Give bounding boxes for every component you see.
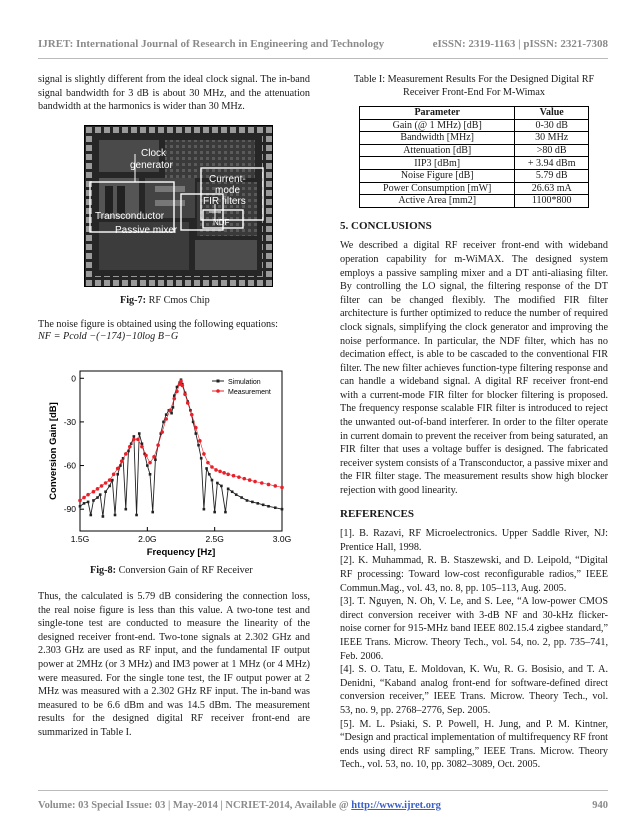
measurement-point xyxy=(108,478,112,482)
measurement-point xyxy=(96,487,100,491)
measurement-point xyxy=(267,483,271,487)
simulation-point xyxy=(208,473,211,476)
simulation-point xyxy=(135,514,138,517)
reference-item: [1]. B. Razavi, RF Microelectronics. Upper Saddle River, NJ: Prentice Hall, 1998. xyxy=(340,528,608,553)
noise-equation: NF = Pcold −(−174)−10log B−G xyxy=(38,331,179,342)
table-cell-parameter: IIP3 [dBm] xyxy=(360,157,515,170)
left-paragraph-3: Thus, the calculated is 5.79 dB considering the connection loss, the real noise figure is less than this value. A two-tone test and single-tone test are conducted to measure the linearity of the designed receiver front-end. Two-tone signals at 2.302 GHz and 2.303 GHz are used as RF input, and the fundamental IF output power at 2MHz (or 3 MHz) and IM3 power at 1 MHz (or 4 MHz) were measured. For the single tone test, the IF output power at 2 MHz was measured with a 2.302 GHz RF input. The in-band was measured to be 6.6 dBm and was 14.5 dBm. The measurement results for the designed digital RF receiver front-end are summarized in Table I. xyxy=(38,591,310,738)
simulation-point xyxy=(213,511,216,514)
simulation-point xyxy=(246,499,249,502)
label-ndf: NDF xyxy=(213,218,230,227)
simulation-point xyxy=(211,479,214,482)
page-header xyxy=(38,38,608,50)
left-column xyxy=(38,73,310,114)
simulation-point xyxy=(102,515,105,518)
label-clock: Clock xyxy=(141,148,167,159)
measurement-point xyxy=(226,472,230,476)
simulation-point xyxy=(87,501,90,504)
measurement-point xyxy=(179,379,183,383)
references-list xyxy=(340,527,608,772)
measurement-point xyxy=(175,390,179,394)
simulation-point xyxy=(154,458,157,461)
measurement-point xyxy=(160,430,164,434)
results-table xyxy=(359,106,589,208)
reference-item: [5]. M. L. Psiaki, S. P. Powell, H. Jung, and P. M. Kintner, “Design and practical implementation of multifrequency RF front ends using direct RF sampling,” IEEE Trans. Microw. Theory Tech., vol. 53, no. 10, pp. 3082–3089, Oct. 2005. xyxy=(340,718,608,771)
table-cell-parameter: Power Consumption [mW] xyxy=(360,182,515,195)
fig8-caption xyxy=(90,565,253,576)
y-tick-label: 0 xyxy=(71,373,76,384)
measurement-point xyxy=(112,472,116,476)
measurement-point xyxy=(78,499,82,503)
issn: eISSN: 2319-1163 | pISSN: 2321-7308 xyxy=(432,38,608,50)
measurement-point xyxy=(92,490,96,494)
chip-photo xyxy=(84,125,273,287)
label-mode: mode xyxy=(215,185,241,196)
measurement-point xyxy=(128,445,132,449)
simulation-point xyxy=(240,496,243,499)
measurement-point xyxy=(222,471,226,475)
legend-measurement-marker xyxy=(216,389,220,393)
x-tick-label: 2.5G xyxy=(205,534,224,544)
simulation-point xyxy=(256,502,259,505)
simulation-point xyxy=(83,502,86,505)
x-tick-label: 3.0G xyxy=(272,534,292,544)
simulation-point xyxy=(200,457,203,460)
table-row xyxy=(360,182,589,195)
table-cell-parameter: Bandwidth [MHz] xyxy=(360,132,515,145)
reference-item: [4]. S. O. Tatu, E. Moldovan, K. Wu, R. G. Bosisio, and T. A. Denidni, “Kaband analog front-end for software-defined direct conversion receiver,” IEEE Trans. Microw. Theory Tech., vol. 53, no. 9, pp. 2768–2776, Sep. 2005. xyxy=(340,664,608,716)
simulation-point xyxy=(267,505,270,508)
measurement-point xyxy=(132,438,136,442)
table-cell-value: 30 MHz xyxy=(515,132,589,145)
fig7-caption xyxy=(120,295,210,306)
legend-simulation-label: Simulation xyxy=(228,379,261,386)
measurement-point xyxy=(124,452,128,456)
table-row xyxy=(360,132,589,145)
simulation-point xyxy=(176,386,179,389)
measurement-point xyxy=(253,480,257,484)
left-paragraph-2: The noise figure is obtained using the following equations: xyxy=(38,319,278,330)
simulation-point xyxy=(227,488,230,491)
table-header-parameter: Parameter xyxy=(360,107,515,120)
simulation-point xyxy=(104,490,107,493)
left-paragraph-2-wrap xyxy=(38,318,310,332)
measurement-point xyxy=(273,484,277,488)
simulation-point xyxy=(216,482,219,485)
measurement-point xyxy=(194,426,198,430)
measurement-point xyxy=(136,438,140,442)
measurement-point xyxy=(144,454,148,458)
table-cell-parameter: Noise Figure [dB] xyxy=(360,169,515,182)
simulation-point xyxy=(220,485,223,488)
y-axis-label: Conversion Gain [dB] xyxy=(48,402,59,500)
table-cell-parameter: Attenuation [dB] xyxy=(360,144,515,157)
simulation-point xyxy=(114,514,117,517)
page-number: 940 xyxy=(592,800,608,811)
measurement-point xyxy=(237,475,241,479)
simulation-point xyxy=(172,406,175,409)
chip-image xyxy=(85,126,272,286)
measurement-point xyxy=(181,384,185,388)
x-tick-label: 2.0G xyxy=(138,534,157,544)
label-generator: generator xyxy=(130,160,173,171)
table-title: Table I: Measurement Results For the Designed Digital RF Receiver Front-End For M-Wimax xyxy=(353,74,595,98)
journal-title: IJRET: International Journal of Research in Engineering and Technology xyxy=(38,38,385,50)
simulation-point xyxy=(231,490,234,493)
reference-item: [2]. K. Muhammad, R. B. Staszewski, and D. Leipold, “Digital RF processing: Toward low-cost reconfigurable radios,” IEEE Commun.Mag., vol. 43, no. 8, pp. 105–113, Aug. 2005. xyxy=(340,555,608,594)
simulation-point xyxy=(274,506,277,509)
simulation-point xyxy=(281,508,284,511)
y-tick-label: -60 xyxy=(63,460,76,471)
conversion-gain-chart xyxy=(44,363,294,558)
label-current: Current- xyxy=(209,174,246,185)
table-row xyxy=(360,157,589,170)
table-row xyxy=(360,144,589,157)
simulation-point xyxy=(235,493,238,496)
measurement-point xyxy=(242,477,246,481)
y-tick-label: -90 xyxy=(63,504,76,515)
table-cell-value: 0-30 dB xyxy=(515,119,589,132)
simulation-point xyxy=(151,511,154,514)
measurement-point xyxy=(164,417,168,421)
measurement-point xyxy=(210,465,214,469)
simulation-point xyxy=(99,493,102,496)
footer-rule xyxy=(38,790,608,791)
simulation-point xyxy=(96,496,99,499)
simulation-point xyxy=(124,508,127,511)
y-tick-label: -30 xyxy=(63,416,76,427)
x-tick-label: 1.5G xyxy=(70,534,90,544)
simulation-point xyxy=(165,413,168,416)
measurement-point xyxy=(100,484,104,488)
simulation-point xyxy=(146,464,149,467)
simulation-point xyxy=(138,432,141,435)
simulation-point xyxy=(262,504,265,507)
conclusions-heading: 5. CONCLUSIONS xyxy=(340,219,432,232)
measurement-point xyxy=(104,481,108,485)
table-cell-value: 26.63 mA xyxy=(515,182,589,195)
simulation-point xyxy=(205,467,208,470)
measurement-point xyxy=(198,439,202,443)
left-paragraph-1: signal is slightly different from the ideal clock signal. The in-band signal bandwidth for 3 dB is about 30 MHz, and the attenuation bandwidth at the harmonics is wider than 30 MHz. xyxy=(38,74,310,113)
measurement-point xyxy=(140,445,144,449)
table-cell-parameter: Active Area [mm2] xyxy=(360,195,515,208)
simulation-point xyxy=(116,473,119,476)
measurement-point xyxy=(82,496,86,500)
measurement-point xyxy=(120,459,124,463)
measurement-point xyxy=(172,397,176,401)
page-footer xyxy=(38,800,608,811)
simulation-point xyxy=(197,444,200,447)
footer-info xyxy=(38,800,441,811)
right-column xyxy=(340,73,608,772)
simulation-point xyxy=(224,511,227,514)
measurement-point xyxy=(190,413,194,417)
references-heading: REFERENCES xyxy=(340,507,414,520)
table-cell-value: + 3.94 dBm xyxy=(515,157,589,170)
measurement-point xyxy=(232,474,236,478)
chart-svg xyxy=(44,363,294,558)
measurement-point xyxy=(183,392,187,396)
conclusions-text: We described a digital RF receiver front-end with wideband operation capability for m-WiMAX. The designed system employs a passive sampling mixer and a DT anti-aliasing filter. By controlling the LO signal, the filtering response of the DT filter can be changed flexibly. The modified FIR filter architecture is further optimized to reduce the number of required clock signals, simplifying the clock generator and improving the noise performance. In particular, the NDF filter, which has no decimation effect, is able to be cascaded to the conventional FIR filter. The new filter achieves function-type filtering response and can handle a wideband signal. A digital RF receiver front-end with a current-mode FIR filter for blocker filtering is proposed. The frequency response scalable FIR filter is introduced to reject the unwanted out-of-band interferer. In order to the filter operate in current domain to prevent the receiver from being saturated, an FIR filter that uses a voltage buffer is designed. The fabricated receiver system consists of a Transconductor, a passive mixer and the FIR filter stage. The measurement results show high blocker rejection with good linearity. xyxy=(340,240,608,497)
left-paragraph-3-wrap xyxy=(38,590,310,740)
simulation-point xyxy=(251,501,254,504)
simulation-point xyxy=(92,499,95,502)
reference-item: [3]. T. Nguyen, N. Oh, V. Le, and S. Lee, “A low-power CMOS direct conversion receiver with 3-dB NF and 30-kHz flicker-noise corner for 915-MHz band IEEE 802.15.4 zigbee standard,” IEEE Trans. Microw. Theory Tech., vol. 54, no. 2, pp. 735–741, Feb. 2006. xyxy=(340,596,608,662)
journal-link[interactable]: http://www.ijret.org xyxy=(351,800,441,811)
simulation-point xyxy=(170,412,173,415)
label-mixer: Passive mixer xyxy=(115,225,178,236)
measurement-point xyxy=(186,401,190,405)
footer-text: Volume: 03 Special Issue: 03 | May-2014 | NCRIET-2014, Available @ xyxy=(38,800,352,811)
measurement-point xyxy=(214,468,218,472)
header-rule xyxy=(38,58,608,59)
table-row xyxy=(360,195,589,208)
legend-simulation-marker xyxy=(217,380,220,383)
measurement-point xyxy=(248,478,252,482)
simulation-point xyxy=(195,432,198,435)
simulation-point xyxy=(133,435,136,438)
table-row xyxy=(360,169,589,182)
simulation-point xyxy=(162,421,165,424)
fig8-text: Conversion Gain of RF Receiver xyxy=(116,565,253,576)
table-cell-value: 5.79 dB xyxy=(515,169,589,182)
fig7-text: RF Cmos Chip xyxy=(146,295,210,306)
simulation-point xyxy=(149,473,152,476)
table-cell-value: >80 dB xyxy=(515,144,589,157)
legend-measurement-label: Measurement xyxy=(228,389,271,396)
measurement-point xyxy=(168,408,172,412)
table-header-row xyxy=(360,107,589,120)
measurement-point xyxy=(148,461,152,465)
measurement-point xyxy=(218,470,222,474)
simulation-point xyxy=(89,514,92,517)
simulation-point xyxy=(203,508,206,511)
fig7-label: Fig-7: xyxy=(120,295,147,306)
measurement-point xyxy=(280,486,284,490)
label-transconductor: Transconductor xyxy=(95,211,165,222)
simulation-point xyxy=(79,505,82,508)
label-fir: FIR filters xyxy=(203,196,246,207)
table-cell-value: 1100*800 xyxy=(515,195,589,208)
measurement-point xyxy=(206,461,210,465)
measurement-point xyxy=(260,481,264,485)
measurement-point xyxy=(86,493,90,497)
table-header-value: Value xyxy=(515,107,589,120)
simulation-point xyxy=(108,485,111,488)
x-axis-label: Frequency [Hz] xyxy=(146,547,216,558)
measurement-point xyxy=(116,467,120,471)
measurement-point xyxy=(202,452,206,456)
measurement-point xyxy=(152,455,156,459)
fig8-label: Fig-8: xyxy=(90,565,117,576)
table-cell-parameter: Gain (@ 1 MHz) [dB] xyxy=(360,119,515,132)
measurement-point xyxy=(156,443,160,447)
table-row xyxy=(360,119,589,132)
